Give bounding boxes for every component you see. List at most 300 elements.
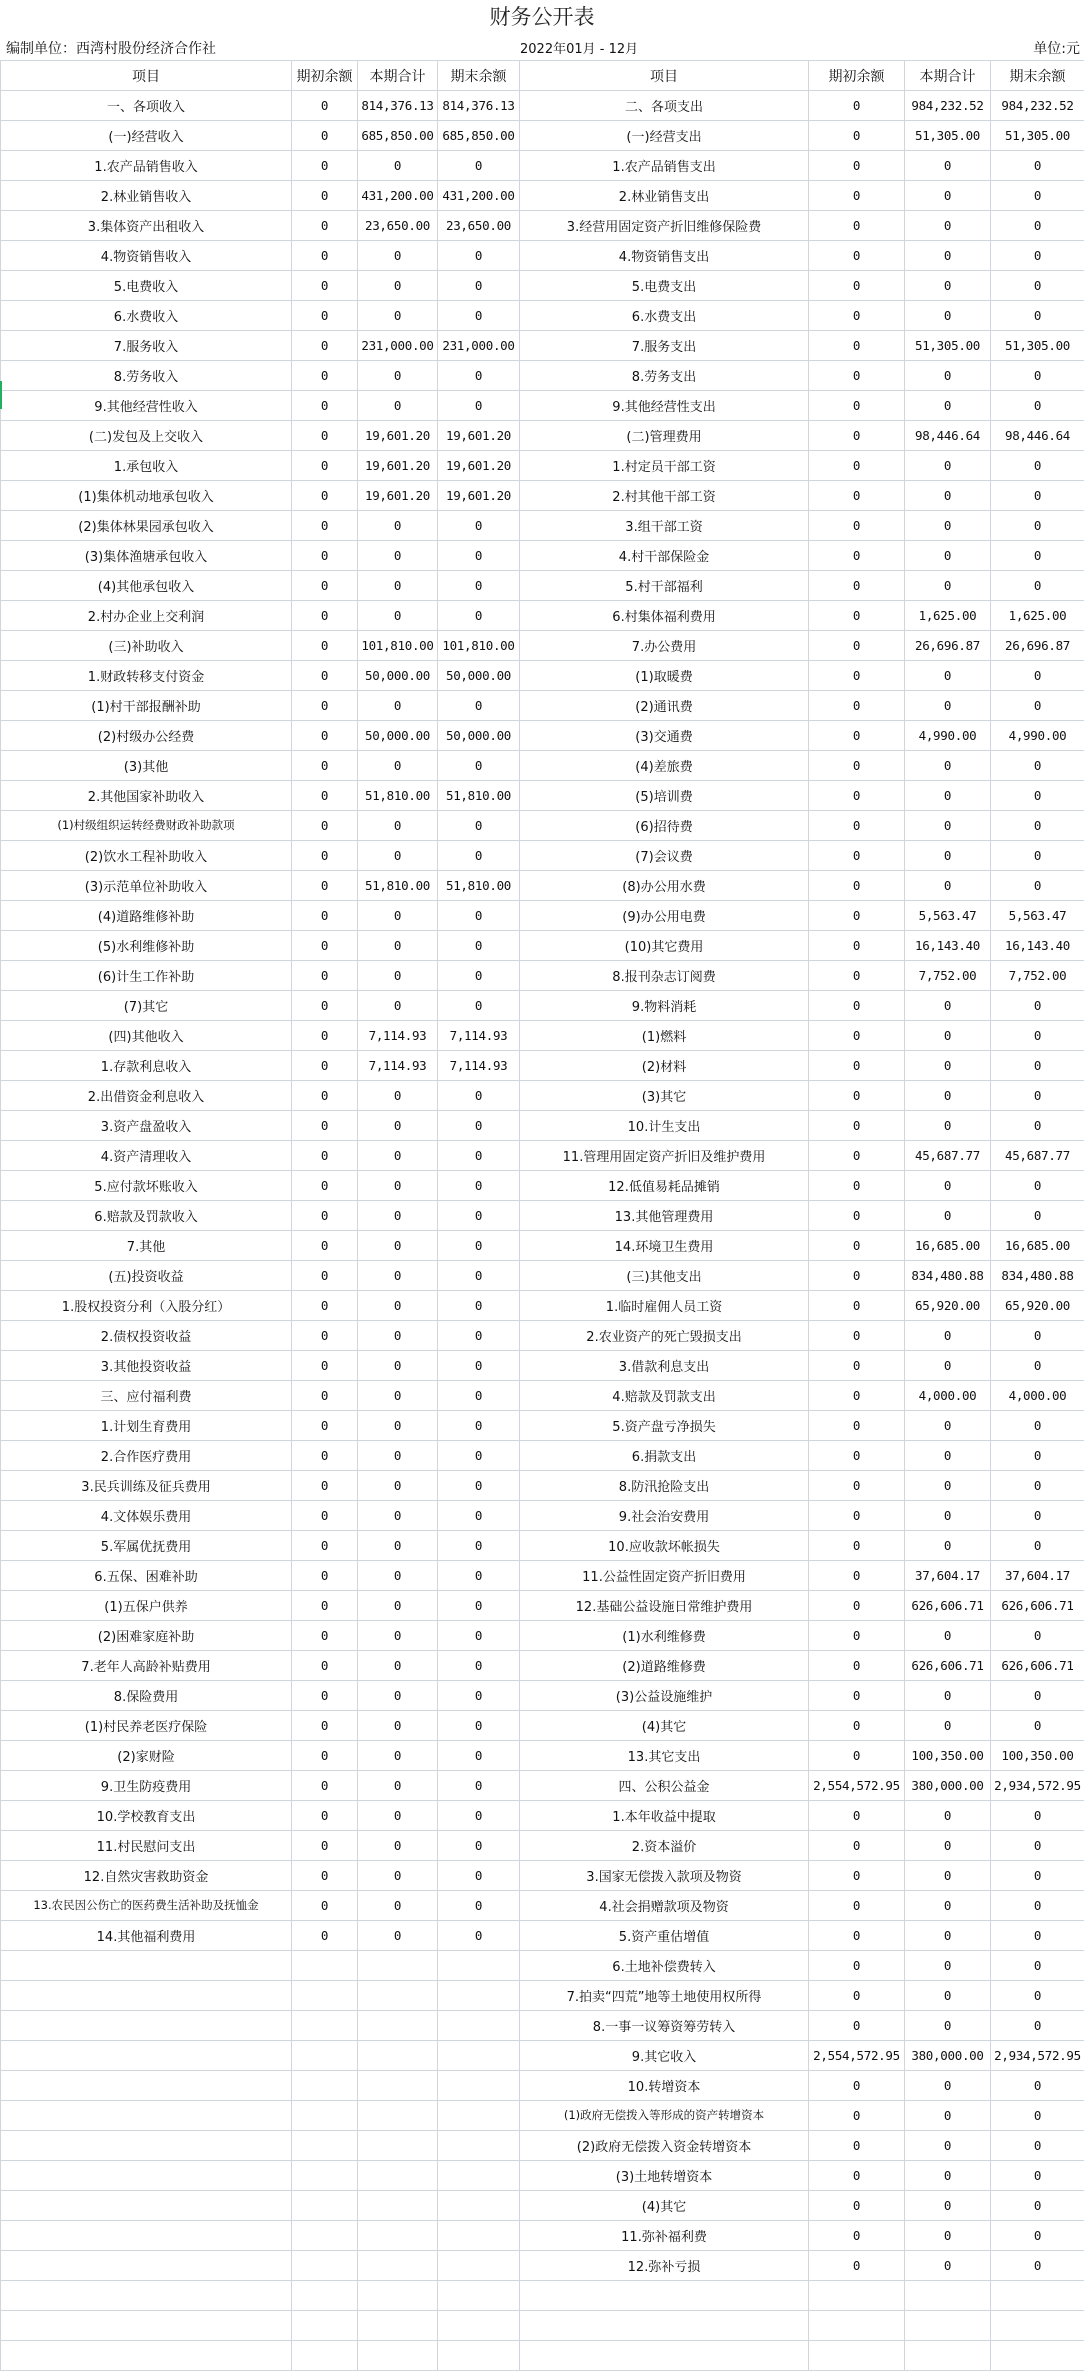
table-row [1,2041,1084,2071]
income-current-cell: 7,114.93 [358,1021,438,1051]
income-current-cell: 0 [358,271,438,301]
income-current-cell: 0 [358,241,438,271]
expense-begin-cell: 0 [809,991,905,1021]
income-end-cell: 0 [438,901,520,931]
table-row [1,871,1084,901]
income-begin-cell: 0 [292,1261,358,1291]
expense-item-cell: (1)水利维修费 [520,1621,809,1651]
income-end-cell [438,2071,520,2101]
expense-begin-cell: 0 [809,661,905,691]
income-item-cell: 三、应付福利费 [1,1381,292,1411]
table-row [1,1651,1084,1681]
income-end-cell: 0 [438,151,520,181]
expense-end-cell: 26,696.87 [991,631,1084,661]
expense-item-cell: 7.服务支出 [520,331,809,361]
income-begin-cell: 0 [292,1111,358,1141]
expense-begin-cell: 0 [809,1171,905,1201]
income-current-cell: 0 [358,691,438,721]
income-item-cell: 3.其他投资收益 [1,1351,292,1381]
expense-begin-cell: 0 [809,1141,905,1171]
table-row [1,511,1084,541]
expense-current-cell: 100,350.00 [905,1741,991,1771]
expense-end-cell: 100,350.00 [991,1741,1084,1771]
table-row [1,421,1084,451]
income-current-cell: 7,114.93 [358,1051,438,1081]
income-end-cell: 7,114.93 [438,1021,520,1051]
expense-begin-cell: 0 [809,1921,905,1951]
income-begin-cell [292,2011,358,2041]
income-item-cell: (2)家财险 [1,1741,292,1771]
expense-begin-cell: 0 [809,901,905,931]
expense-end-cell: 0 [991,2131,1084,2161]
income-current-cell: 0 [358,1861,438,1891]
expense-current-cell: 4,000.00 [905,1381,991,1411]
expense-item-cell: (3)土地转增资本 [520,2161,809,2191]
income-end-cell: 0 [438,1891,520,1921]
income-end-cell: 0 [438,841,520,871]
expense-item-cell: 4.物资销售支出 [520,241,809,271]
expense-begin-cell [809,2281,905,2311]
income-begin-cell: 0 [292,1441,358,1471]
expense-item-cell: 9.其它收入 [520,2041,809,2071]
expense-current-cell: 98,446.64 [905,421,991,451]
income-end-cell: 0 [438,1831,520,1861]
page-title: 财务公开表 [0,0,1084,34]
income-item-cell: (三)补助收入 [1,631,292,661]
table-row [1,1201,1084,1231]
expense-end-cell: 2,934,572.95 [991,2041,1084,2071]
expense-current-cell: 0 [905,511,991,541]
income-item-cell: (一)经营收入 [1,121,292,151]
income-begin-cell: 0 [292,1411,358,1441]
income-begin-cell: 0 [292,1621,358,1651]
expense-current-cell: 51,305.00 [905,331,991,361]
expense-end-cell [991,2311,1084,2341]
income-item-cell: (4)其他承包收入 [1,571,292,601]
expense-current-cell: 0 [905,1171,991,1201]
income-current-cell: 0 [358,1261,438,1291]
expense-item-cell: (2)政府无偿拨入资金转增资本 [520,2131,809,2161]
income-item-cell: 5.军属优抚费用 [1,1531,292,1561]
income-item-cell: (3)示范单位补助收入 [1,871,292,901]
expense-end-cell: 0 [991,271,1084,301]
table-row [1,541,1084,571]
header-expense-current: 本期合计 [905,61,991,91]
expense-item-cell: 13.其它支出 [520,1741,809,1771]
expense-end-cell: 0 [991,481,1084,511]
table-row [1,241,1084,271]
expense-begin-cell: 0 [809,1201,905,1231]
expense-current-cell: 626,606.71 [905,1591,991,1621]
income-end-cell: 0 [438,1651,520,1681]
expense-begin-cell: 0 [809,511,905,541]
table-row [1,1441,1084,1471]
expense-end-cell: 5,563.47 [991,901,1084,931]
expense-begin-cell: 0 [809,631,905,661]
expense-item-cell: 10.计生支出 [520,1111,809,1141]
income-item-cell: 1.股权投资分利（入股分红） [1,1291,292,1321]
expense-item-cell: (10)其它费用 [520,931,809,961]
income-end-cell: 0 [438,1711,520,1741]
income-current-cell [358,2221,438,2251]
expense-begin-cell: 0 [809,151,905,181]
table-row [1,451,1084,481]
income-end-cell: 0 [438,1141,520,1171]
table-row [1,481,1084,511]
income-end-cell: 0 [438,1201,520,1231]
income-end-cell: 0 [438,1741,520,1771]
income-begin-cell [292,2251,358,2281]
expense-begin-cell: 0 [809,361,905,391]
income-current-cell: 0 [358,1411,438,1441]
income-current-cell: 0 [358,901,438,931]
expense-begin-cell: 0 [809,1081,905,1111]
income-current-cell: 0 [358,1741,438,1771]
income-current-cell: 0 [358,511,438,541]
report-meta [0,34,1084,60]
expense-current-cell: 834,480.88 [905,1261,991,1291]
table-row [1,151,1084,181]
expense-current-cell: 0 [905,661,991,691]
expense-begin-cell [809,2341,905,2371]
table-row [1,2251,1084,2281]
table-row [1,1321,1084,1351]
expense-item-cell: 9.物料消耗 [520,991,809,1021]
table-row [1,1141,1084,1171]
expense-end-cell: 0 [991,1621,1084,1651]
expense-current-cell: 0 [905,991,991,1021]
expense-end-cell: 0 [991,1321,1084,1351]
income-current-cell [358,1981,438,2011]
income-item-cell: 5.电费收入 [1,271,292,301]
expense-end-cell: 0 [991,181,1084,211]
income-item-cell: 3.资产盘盈收入 [1,1111,292,1141]
income-item-cell [1,2131,292,2161]
expense-current-cell: 0 [905,1351,991,1381]
expense-current-cell: 0 [905,361,991,391]
income-begin-cell: 0 [292,331,358,361]
income-begin-cell: 0 [292,601,358,631]
income-end-cell: 0 [438,1561,520,1591]
expense-begin-cell: 0 [809,1411,905,1441]
table-row [1,1231,1084,1261]
expense-current-cell: 0 [905,871,991,901]
expense-end-cell: 0 [991,661,1084,691]
table-row [1,1621,1084,1651]
table-row [1,1171,1084,1201]
income-begin-cell: 0 [292,1381,358,1411]
expense-begin-cell: 0 [809,301,905,331]
income-item-cell: 8.保险费用 [1,1681,292,1711]
income-begin-cell: 0 [292,541,358,571]
income-current-cell: 0 [358,1441,438,1471]
expense-begin-cell: 0 [809,481,905,511]
income-item-cell [1,2251,292,2281]
income-begin-cell: 0 [292,1201,358,1231]
income-begin-cell: 0 [292,181,358,211]
expense-begin-cell: 0 [809,961,905,991]
income-current-cell: 0 [358,931,438,961]
expense-end-cell: 0 [991,1981,1084,2011]
income-item-cell: 6.五保、困难补助 [1,1561,292,1591]
expense-end-cell: 0 [991,1051,1084,1081]
expense-item-cell: 3.组干部工资 [520,511,809,541]
table-row [1,781,1084,811]
header-income-current: 本期合计 [358,61,438,91]
income-item-cell: (2)饮水工程补助收入 [1,841,292,871]
expense-item-cell: 11.管理用固定资产折旧及维护费用 [520,1141,809,1171]
income-item-cell [1,2191,292,2221]
table-row [1,1561,1084,1591]
income-item-cell: 5.应付款坏账收入 [1,1171,292,1201]
expense-begin-cell: 0 [809,1501,905,1531]
income-item-cell: 4.资产清理收入 [1,1141,292,1171]
expense-item-cell: (4)差旅费 [520,751,809,781]
header-income-begin: 期初余额 [292,61,358,91]
income-begin-cell [292,2221,358,2251]
income-current-cell: 0 [358,1111,438,1141]
expense-begin-cell [809,2311,905,2341]
expense-current-cell: 0 [905,691,991,721]
expense-item-cell: 9.社会治安费用 [520,1501,809,1531]
income-item-cell: 2.合作医疗费用 [1,1441,292,1471]
expense-end-cell: 834,480.88 [991,1261,1084,1291]
income-item-cell: (6)计生工作补助 [1,961,292,991]
income-item-cell: 11.村民慰问支出 [1,1831,292,1861]
income-current-cell: 0 [358,541,438,571]
expense-begin-cell: 0 [809,1111,905,1141]
income-item-cell: 1.承包收入 [1,451,292,481]
income-end-cell: 0 [438,271,520,301]
expense-end-cell: 0 [991,1201,1084,1231]
income-current-cell: 0 [358,1171,438,1201]
expense-current-cell: 0 [905,2131,991,2161]
income-begin-cell: 0 [292,1591,358,1621]
income-end-cell: 0 [438,1111,520,1141]
income-end-cell: 0 [438,601,520,631]
expense-current-cell: 0 [905,1321,991,1351]
expense-item-cell: (5)培训费 [520,781,809,811]
expense-item-cell: 2.农业资产的死亡毁损支出 [520,1321,809,1351]
expense-current-cell: 0 [905,1411,991,1441]
expense-end-cell: 51,305.00 [991,121,1084,151]
expense-begin-cell: 0 [809,2131,905,2161]
expense-item-cell: 1.农产品销售支出 [520,151,809,181]
income-end-cell: 0 [438,1171,520,1201]
table-row [1,1021,1084,1051]
income-current-cell: 0 [358,751,438,781]
income-begin-cell: 0 [292,961,358,991]
income-end-cell: 0 [438,961,520,991]
expense-current-cell: 65,920.00 [905,1291,991,1321]
income-begin-cell: 0 [292,451,358,481]
income-item-cell: (3)集体渔塘承包收入 [1,541,292,571]
expense-begin-cell: 0 [809,331,905,361]
income-current-cell: 50,000.00 [358,661,438,691]
expense-item-cell: 9.其他经营性支出 [520,391,809,421]
income-end-cell [438,2311,520,2341]
income-current-cell: 0 [358,361,438,391]
expense-begin-cell: 0 [809,931,905,961]
expense-end-cell: 0 [991,871,1084,901]
income-end-cell [438,2191,520,2221]
income-current-cell [358,1951,438,1981]
table-row [1,901,1084,931]
income-end-cell: 0 [438,1381,520,1411]
income-end-cell: 0 [438,361,520,391]
income-end-cell: 0 [438,1231,520,1261]
table-row [1,1591,1084,1621]
expense-end-cell: 0 [991,2071,1084,2101]
currency-unit: 单位:元 [1033,38,1080,58]
expense-current-cell: 0 [905,1501,991,1531]
income-item-cell: 1.财政转移支付资金 [1,661,292,691]
income-end-cell [438,1981,520,2011]
expense-item-cell: (三)其他支出 [520,1261,809,1291]
table-row [1,751,1084,781]
income-current-cell: 19,601.20 [358,421,438,451]
income-begin-cell: 0 [292,301,358,331]
expense-current-cell: 7,752.00 [905,961,991,991]
income-end-cell: 0 [438,1471,520,1501]
expense-item-cell: 5.村干部福利 [520,571,809,601]
expense-item-cell: (2)通讯费 [520,691,809,721]
expense-current-cell: 16,143.40 [905,931,991,961]
expense-item-cell: (3)公益设施维护 [520,1681,809,1711]
expense-current-cell: 0 [905,1021,991,1051]
expense-begin-cell: 0 [809,1561,905,1591]
income-end-cell: 19,601.20 [438,481,520,511]
table-row [1,1861,1084,1891]
income-end-cell: 50,000.00 [438,721,520,751]
table-row [1,2071,1084,2101]
expense-end-cell: 0 [991,301,1084,331]
expense-item-cell: (8)办公用水费 [520,871,809,901]
expense-begin-cell: 0 [809,781,905,811]
expense-item-cell: 2.村其他干部工资 [520,481,809,511]
income-current-cell: 19,601.20 [358,451,438,481]
table-row [1,1051,1084,1081]
expense-end-cell: 0 [991,1351,1084,1381]
income-item-cell [1,2071,292,2101]
expense-begin-cell: 0 [809,451,905,481]
income-current-cell: 51,810.00 [358,781,438,811]
expense-item-cell: 1.本年收益中提取 [520,1801,809,1831]
expense-item-cell: (4)其它 [520,1711,809,1741]
expense-current-cell: 0 [905,2221,991,2251]
expense-item-cell [520,2311,809,2341]
income-item-cell: 3.民兵训练及征兵费用 [1,1471,292,1501]
income-current-cell [358,2191,438,2221]
income-begin-cell: 0 [292,481,358,511]
income-current-cell: 0 [358,151,438,181]
expense-end-cell: 0 [991,2011,1084,2041]
expense-end-cell: 0 [991,811,1084,841]
income-end-cell [438,2101,520,2131]
table-row [1,1981,1084,2011]
income-end-cell: 0 [438,1771,520,1801]
income-end-cell: 0 [438,1261,520,1291]
expense-item-cell: 二、各项支出 [520,91,809,121]
expense-end-cell: 0 [991,511,1084,541]
income-current-cell: 814,376.13 [358,91,438,121]
expense-current-cell: 0 [905,841,991,871]
income-current-cell: 0 [358,601,438,631]
income-current-cell [358,2341,438,2371]
income-begin-cell: 0 [292,1561,358,1591]
table-row [1,1801,1084,1831]
income-end-cell: 0 [438,1681,520,1711]
expense-begin-cell: 0 [809,421,905,451]
expense-current-cell [905,2311,991,2341]
expense-current-cell: 0 [905,2161,991,2191]
expense-begin-cell: 0 [809,601,905,631]
expense-current-cell: 51,305.00 [905,121,991,151]
expense-current-cell: 0 [905,1801,991,1831]
expense-end-cell [991,2281,1084,2311]
income-begin-cell: 0 [292,1081,358,1111]
row-selection-marker [0,381,2,409]
income-current-cell: 50,000.00 [358,721,438,751]
expense-end-cell: 0 [991,841,1084,871]
income-begin-cell: 0 [292,1891,358,1921]
expense-current-cell: 0 [905,1891,991,1921]
expense-end-cell: 0 [991,1471,1084,1501]
table-row [1,931,1084,961]
income-begin-cell: 0 [292,841,358,871]
expense-end-cell: 626,606.71 [991,1591,1084,1621]
expense-item-cell: (二)管理费用 [520,421,809,451]
expense-item-cell: (4)其它 [520,2191,809,2221]
expense-item-cell: 4.赔款及罚款支出 [520,1381,809,1411]
income-item-cell: (二)发包及上交收入 [1,421,292,451]
income-current-cell: 0 [358,571,438,601]
income-item-cell [1,2101,292,2131]
income-end-cell: 431,200.00 [438,181,520,211]
table-row [1,1411,1084,1441]
income-begin-cell: 0 [292,1831,358,1861]
expense-current-cell: 0 [905,571,991,601]
report-period: 2022年01月 - 12月 [520,38,638,57]
expense-end-cell: 98,446.64 [991,421,1084,451]
expense-end-cell: 0 [991,2221,1084,2251]
income-begin-cell: 0 [292,661,358,691]
table-row [1,661,1084,691]
expense-item-cell: 8.防汛抢险支出 [520,1471,809,1501]
table-row [1,1921,1084,1951]
expense-item-cell: 2.资本溢价 [520,1831,809,1861]
expense-begin-cell: 0 [809,721,905,751]
table-row [1,1681,1084,1711]
table-row [1,2281,1084,2311]
expense-end-cell: 0 [991,1021,1084,1051]
income-end-cell: 0 [438,931,520,961]
expense-current-cell: 0 [905,1861,991,1891]
expense-current-cell: 0 [905,301,991,331]
expense-end-cell: 0 [991,361,1084,391]
expense-begin-cell: 0 [809,1471,905,1501]
expense-current-cell: 5,563.47 [905,901,991,931]
income-end-cell [438,2281,520,2311]
expense-item-cell: (6)招待费 [520,811,809,841]
expense-item-cell: (2)材料 [520,1051,809,1081]
income-begin-cell: 0 [292,271,358,301]
expense-end-cell: 0 [991,691,1084,721]
expense-end-cell: 0 [991,2101,1084,2131]
header-expense-item: 项目 [520,61,809,91]
table-row [1,1501,1084,1531]
income-item-cell: (五)投资收益 [1,1261,292,1291]
